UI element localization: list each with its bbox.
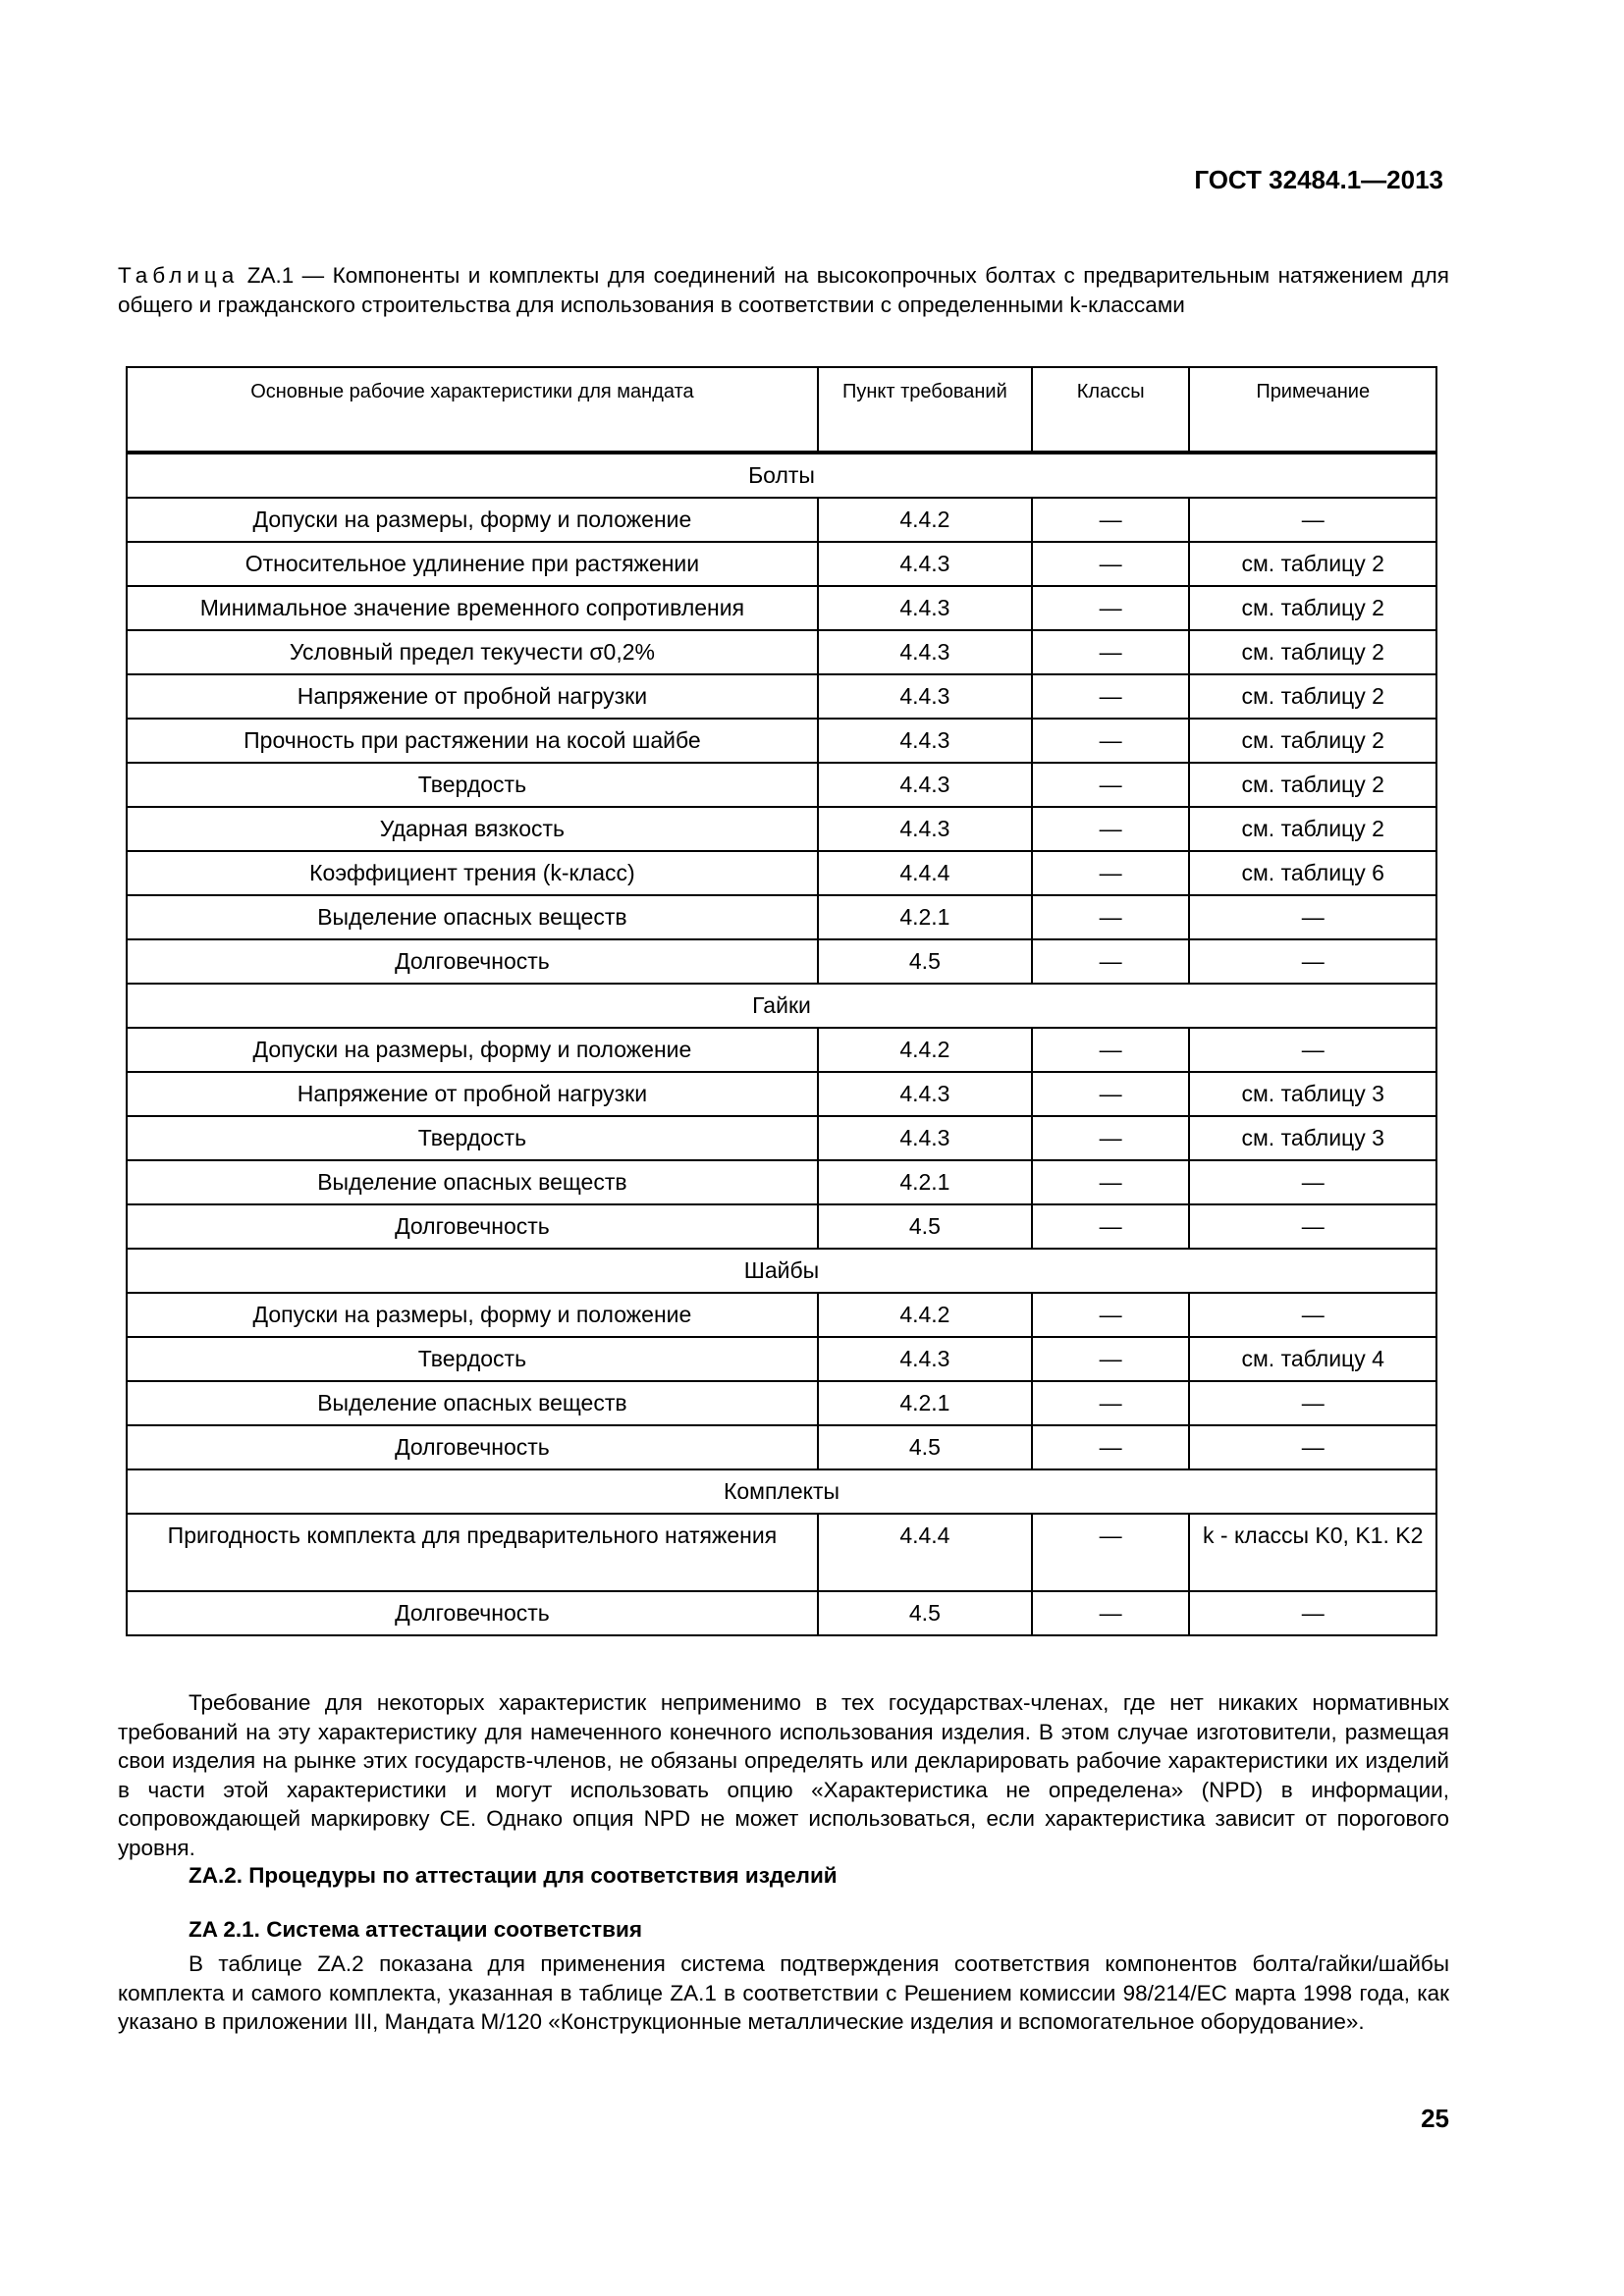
cell-note: см. таблицу 6	[1189, 851, 1436, 895]
section-heading-za21: ZA 2.1. Система аттестации соответствия	[189, 1917, 642, 1942]
cell-clause: 4.4.3	[818, 542, 1032, 586]
cell-clause: 4.4.3	[818, 630, 1032, 674]
cell-clause: 4.4.3	[818, 763, 1032, 807]
paragraph-attestation: В таблице ZA.2 показана для применения система подтверждения соответствия компонентов болта/гайки/шайбы комплекта и самого комплекта, указанная в таблице ZA.1 в соответствии с Решением комиссии 98/214/EC марта 1998 года, как указано в приложении III, Мандата М/120 «Конструкционные металлические изделия и вспомогательное оборудование».	[118, 1951, 1449, 2035]
cell-note: —	[1189, 1425, 1436, 1469]
table-row	[127, 1514, 1436, 1591]
table-row	[127, 1381, 1436, 1425]
cell-characteristic: Прочность при растяжении на косой шайбе	[127, 719, 818, 763]
cell-characteristic: Выделение опасных веществ	[127, 1381, 818, 1425]
cell-classes: —	[1032, 1028, 1189, 1072]
table-row	[127, 1028, 1436, 1072]
cell-characteristic: Твердость	[127, 1116, 818, 1160]
cell-note: см. таблицу 2	[1189, 807, 1436, 851]
cell-classes: —	[1032, 1591, 1189, 1635]
cell-clause: 4.4.3	[818, 586, 1032, 630]
cell-classes: —	[1032, 807, 1189, 851]
paragraph-npd: Требование для некоторых характеристик неприменимо в тех государствах-членах, где нет никаких нормативных требований на эту характеристику для намеченного конечного использования изделия. В этом случае изготовители, размещая свои изделия на рынке этих государств-членов, не обязаны определять или декларировать рабочие характеристики их изделий в части этой характеристики и могут использовать опцию «Характеристика не определена» (NPD) в информации, сопровождающей маркировку CE. Однако опция NPD не может использоваться, если характеристика зависит от порогового уровня.	[118, 1690, 1449, 1860]
page-number: 25	[1421, 2104, 1449, 2133]
caption-text: ZA.1 — Компоненты и комплекты для соединений на высокопрочных болтах с предварительным натяжением для общего и гражданского строительства для использования в соответствии с определенными k-классами	[118, 263, 1449, 317]
table-row	[127, 851, 1436, 895]
cell-characteristic: Напряжение от пробной нагрузки	[127, 1072, 818, 1116]
cell-note: —	[1189, 1591, 1436, 1635]
cell-classes: —	[1032, 1514, 1189, 1591]
cell-clause: 4.4.2	[818, 1293, 1032, 1337]
cell-classes: —	[1032, 1204, 1189, 1249]
table-row	[127, 807, 1436, 851]
table-row	[127, 542, 1436, 586]
cell-clause: 4.5	[818, 1204, 1032, 1249]
cell-characteristic: Коэффициент трения (k-класс)	[127, 851, 818, 895]
section-row	[127, 1249, 1436, 1293]
cell-clause: 4.4.2	[818, 1028, 1032, 1072]
cell-classes: —	[1032, 763, 1189, 807]
cell-classes: —	[1032, 1160, 1189, 1204]
table-row	[127, 719, 1436, 763]
cell-note: см. таблицу 2	[1189, 542, 1436, 586]
cell-classes: —	[1032, 674, 1189, 719]
cell-note: —	[1189, 895, 1436, 939]
cell-clause: 4.4.3	[818, 1337, 1032, 1381]
table-row	[127, 674, 1436, 719]
cell-note: —	[1189, 1204, 1436, 1249]
cell-classes: —	[1032, 1293, 1189, 1337]
cell-classes: —	[1032, 1337, 1189, 1381]
table-row	[127, 1160, 1436, 1204]
table-row	[127, 630, 1436, 674]
cell-clause: 4.5	[818, 939, 1032, 984]
table-row	[127, 1425, 1436, 1469]
table-row	[127, 1116, 1436, 1160]
cell-clause: 4.4.2	[818, 498, 1032, 542]
table-row	[127, 1591, 1436, 1635]
cell-characteristic: Твердость	[127, 1337, 818, 1381]
cell-characteristic: Условный предел текучести σ0,2%	[127, 630, 818, 674]
cell-characteristic: Долговечность	[127, 1425, 818, 1469]
cell-note: —	[1189, 939, 1436, 984]
header-classes: Классы	[1032, 367, 1189, 453]
standard-code: ГОСТ 32484.1—2013	[1194, 165, 1443, 194]
cell-clause: 4.2.1	[818, 1160, 1032, 1204]
table-row	[127, 1204, 1436, 1249]
section-row	[127, 1469, 1436, 1514]
cell-characteristic: Допуски на размеры, форму и положение	[127, 1028, 818, 1072]
cell-clause: 4.2.1	[818, 1381, 1032, 1425]
section-row	[127, 984, 1436, 1028]
cell-note: см. таблицу 2	[1189, 630, 1436, 674]
cell-characteristic: Выделение опасных веществ	[127, 1160, 818, 1204]
cell-characteristic: Долговечность	[127, 1591, 818, 1635]
cell-clause: 4.4.3	[818, 674, 1032, 719]
header-characteristics: Основные рабочие характеристики для мандата	[127, 367, 818, 453]
cell-classes: —	[1032, 719, 1189, 763]
cell-characteristic: Ударная вязкость	[127, 807, 818, 851]
table-row	[127, 939, 1436, 984]
cell-note: —	[1189, 1028, 1436, 1072]
cell-clause: 4.4.3	[818, 807, 1032, 851]
cell-classes: —	[1032, 851, 1189, 895]
cell-characteristic: Относительное удлинение при растяжении	[127, 542, 818, 586]
section-title: Комплекты	[127, 1469, 1436, 1514]
cell-note: k - классы K0, K1. K2	[1189, 1514, 1436, 1591]
cell-note: —	[1189, 1160, 1436, 1204]
cell-characteristic: Допуски на размеры, форму и положение	[127, 498, 818, 542]
cell-clause: 4.5	[818, 1591, 1032, 1635]
table-row	[127, 895, 1436, 939]
cell-classes: —	[1032, 939, 1189, 984]
header-note: Примечание	[1189, 367, 1436, 453]
table-row	[127, 1337, 1436, 1381]
header-clause: Пункт требований	[818, 367, 1032, 453]
table-header-row	[127, 367, 1436, 453]
table-row	[127, 763, 1436, 807]
cell-characteristic: Выделение опасных веществ	[127, 895, 818, 939]
table-row	[127, 498, 1436, 542]
cell-clause: 4.4.4	[818, 851, 1032, 895]
caption-label: Таблица	[118, 263, 240, 288]
table-caption	[118, 261, 1449, 320]
cell-note: —	[1189, 1293, 1436, 1337]
components-table	[126, 366, 1437, 1636]
cell-note: см. таблицу 4	[1189, 1337, 1436, 1381]
cell-classes: —	[1032, 1381, 1189, 1425]
cell-clause: 4.4.3	[818, 1072, 1032, 1116]
cell-clause: 4.4.3	[818, 719, 1032, 763]
section-title: Болты	[127, 453, 1436, 498]
cell-classes: —	[1032, 1116, 1189, 1160]
cell-classes: —	[1032, 1072, 1189, 1116]
section-title: Шайбы	[127, 1249, 1436, 1293]
cell-characteristic: Твердость	[127, 763, 818, 807]
cell-note: см. таблицу 2	[1189, 763, 1436, 807]
cell-clause: 4.2.1	[818, 895, 1032, 939]
cell-note: —	[1189, 1381, 1436, 1425]
cell-classes: —	[1032, 895, 1189, 939]
table-row	[127, 586, 1436, 630]
cell-clause: 4.5	[818, 1425, 1032, 1469]
cell-note: см. таблицу 3	[1189, 1072, 1436, 1116]
cell-note: см. таблицу 2	[1189, 719, 1436, 763]
cell-classes: —	[1032, 542, 1189, 586]
cell-note: —	[1189, 498, 1436, 542]
cell-characteristic: Пригодность комплекта для предварительного натяжения	[127, 1514, 818, 1591]
cell-note: см. таблицу 3	[1189, 1116, 1436, 1160]
cell-classes: —	[1032, 1425, 1189, 1469]
table-body	[127, 453, 1436, 1635]
cell-characteristic: Долговечность	[127, 1204, 818, 1249]
cell-classes: —	[1032, 630, 1189, 674]
cell-clause: 4.4.3	[818, 1116, 1032, 1160]
cell-note: см. таблицу 2	[1189, 586, 1436, 630]
cell-note: см. таблицу 2	[1189, 674, 1436, 719]
section-title: Гайки	[127, 984, 1436, 1028]
table-row	[127, 1293, 1436, 1337]
cell-classes: —	[1032, 586, 1189, 630]
section-row	[127, 453, 1436, 498]
section-heading-za2: ZA.2. Процедуры по аттестации для соответствия изделий	[189, 1863, 838, 1888]
cell-characteristic: Долговечность	[127, 939, 818, 984]
cell-characteristic: Допуски на размеры, форму и положение	[127, 1293, 818, 1337]
table-row	[127, 1072, 1436, 1116]
cell-characteristic: Минимальное значение временного сопротивления	[127, 586, 818, 630]
cell-characteristic: Напряжение от пробной нагрузки	[127, 674, 818, 719]
cell-classes: —	[1032, 498, 1189, 542]
cell-clause: 4.4.4	[818, 1514, 1032, 1591]
